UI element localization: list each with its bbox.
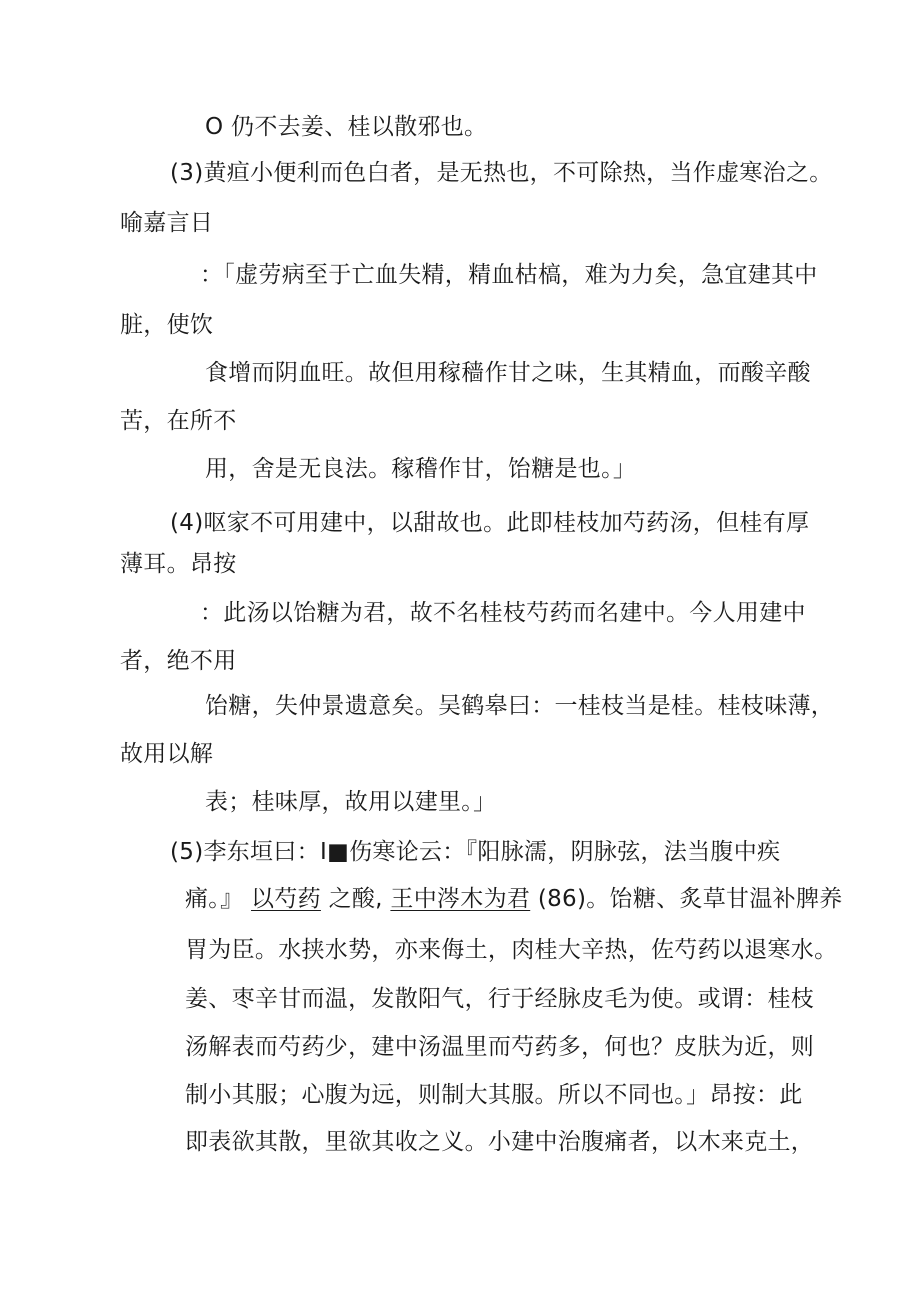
text-segment: (86)。饴糖、炙草甘温补脾养: [537, 886, 843, 912]
text-line: 即表欲其散，里欲其收之义。小建中治腹痛者，以木来克土，: [185, 1129, 815, 1155]
text-line: 食增而阴血旺。故但用稼穑作甘之味，生其精血，而酸辛酸: [205, 360, 811, 386]
text-line: (3)黄疸小便利而色白者，是无热也，不可除热，当作虚寒治之。: [170, 160, 833, 186]
text-line: 姜、枣辛甘而温，发散阳气，行于经脉皮毛为使。或谓：桂枝: [185, 986, 815, 1012]
text-line: 制小其服；心腹为远，则制大其服。所以不同也。」昂按：此: [185, 1082, 803, 1108]
text-line: ：「虚劳病至于亡血失精，精血枯槁，难为力矣，急宜建其中: [200, 262, 818, 288]
text-line: 者，绝不用: [120, 648, 237, 674]
text-line: 用，舍是无良法。稼稽作甘，饴糖是也。」: [205, 456, 637, 482]
text-line: 汤解表而芍药少，建中汤温里而芍药多，何也？皮肤为近，则: [185, 1034, 815, 1060]
text-line: 脏，使饮: [120, 312, 214, 338]
text-line: 喻嘉言日: [120, 210, 214, 236]
text-line: 胃为臣。水挟水势，亦来侮土，肉桂大辛热，佐芍药以退寒水。: [185, 937, 838, 963]
text-segment: 痛。』: [185, 886, 244, 912]
text-line: 苦，在所不: [120, 408, 237, 434]
text-segment: 之酸,: [328, 886, 383, 912]
text-line: O 仍不去姜、桂以散邪也。: [205, 114, 488, 140]
underlined-text: 王中涔木为君: [390, 886, 531, 912]
text-line-with-underlines: [185, 883, 843, 915]
text-line: (4)呕家不可用建中，以甜故也。此即桂枝加芍药汤，但桂有厚: [170, 510, 810, 536]
text-line: 饴糖，失仲景遗意矣。吴鹤皋曰：一桂枝当是桂。桂枝味薄，: [205, 693, 835, 719]
text-line: 薄耳。昂按: [120, 551, 237, 577]
text-line: ：此汤以饴糖为君，故不名桂枝芍药而名建中。今人用建中: [200, 600, 806, 626]
text-line: (5)李东垣曰：I■伤寒论云：『阳脉濡，阴脉弦，法当腹中疾: [170, 839, 781, 865]
underlined-text: 以芍药: [251, 886, 321, 912]
text-line: 故用以解: [120, 741, 214, 767]
text-line: 表；桂味厚，故用以建里。」: [205, 789, 497, 815]
